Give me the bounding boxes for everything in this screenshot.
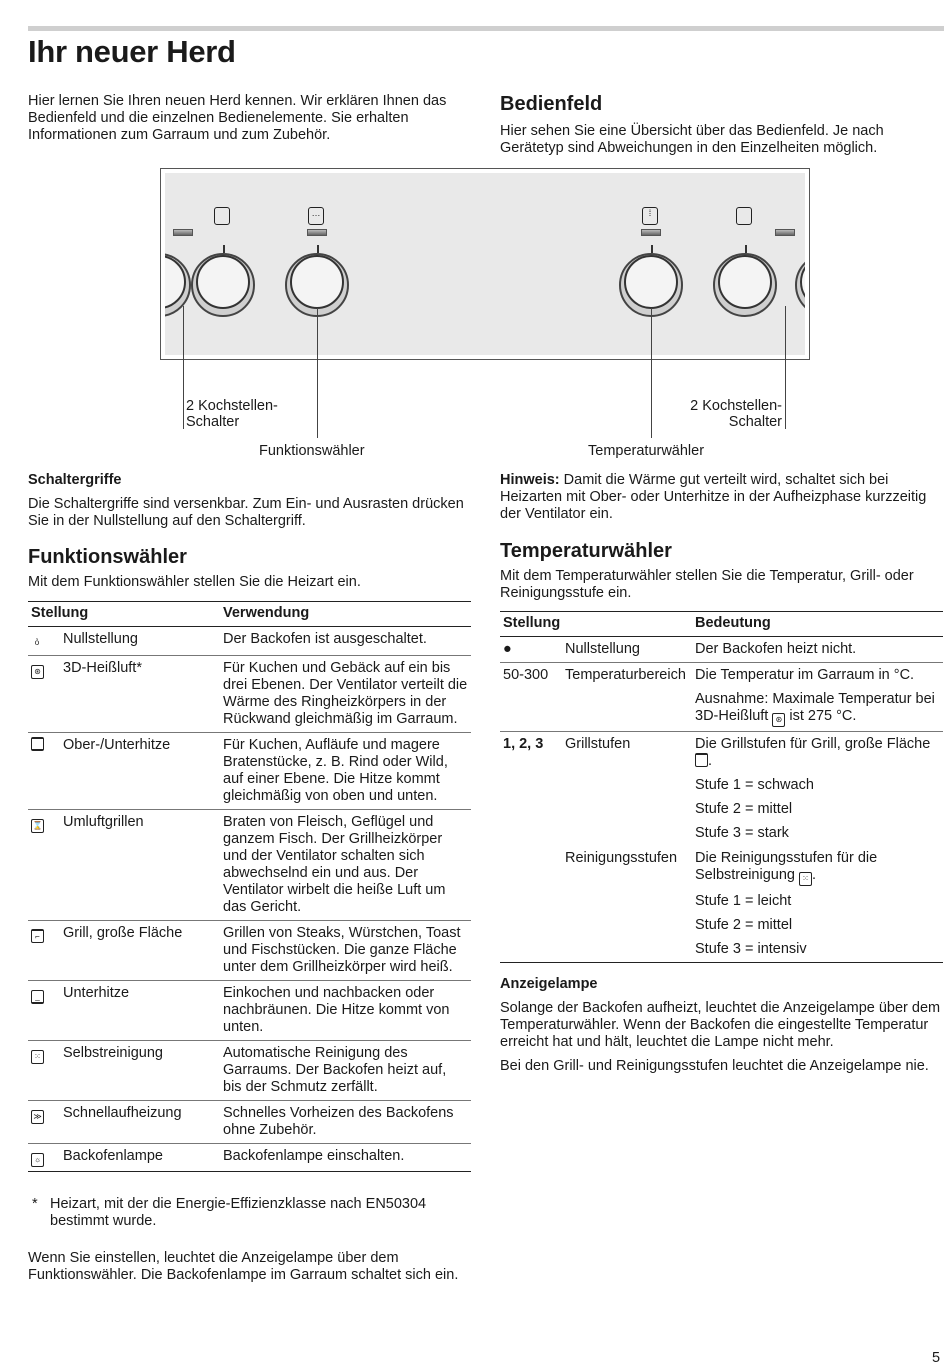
row-name: Nullstellung [60, 627, 220, 656]
row-use: Braten von Fleisch, Geflügel und ganzem Fisch. Der Grillheizkörper und der Ventilator schalten sich abwechselnd ein und aus. Der Ventilator wirbelt die heiße Luft um das Gericht. [220, 810, 471, 921]
control-panel-face [165, 173, 805, 355]
hinweis-text: Damit die Wärme gut verteilt wird, schaltet sich bei Heizarten mit Ober- oder Unterhitze in der Aufheizphase kurzzeitig der Ventilator ein. [500, 472, 927, 522]
intro-text [28, 93, 473, 144]
leader-line-function [317, 308, 318, 438]
table-row [28, 1041, 471, 1101]
row-meaning: Die Grillstufen für Grill, große Fläche . Stufe 1 = schwach Stufe 2 = mittel Stufe 3 = stark [692, 732, 943, 847]
control-panel-figure [160, 168, 810, 360]
row-use: Einkochen und nachbacken oder nachbräunen. Die Hitze kommt von unten. [220, 981, 471, 1041]
anzeigelampe-section [500, 976, 945, 1075]
fan-grill-icon: ⌛ [31, 819, 44, 833]
col-header-position: Stellung [28, 602, 220, 627]
row-name: Backofenlampe [60, 1144, 220, 1172]
hinweis-note [500, 472, 945, 523]
label-hob-left [186, 398, 278, 430]
temperature-table-header [500, 612, 943, 637]
hob-knob-left-inner [191, 253, 255, 317]
hob-knob-right-inner [713, 253, 777, 317]
row-position [500, 846, 562, 963]
row-use: Schnelles Vorheizen des Backofens ohne Zubehör. [220, 1101, 471, 1144]
table-row [500, 732, 943, 847]
row-name: Schnellaufheizung [60, 1101, 220, 1144]
table-row [500, 846, 943, 963]
row-use: Der Backofen ist ausgeschaltet. [220, 627, 471, 656]
temperature-table [500, 611, 943, 963]
label-hob-right-line2: Schalter [728, 414, 782, 430]
rapid-heating-icon: ≫ [31, 1110, 44, 1124]
grill-large-icon [695, 753, 708, 767]
grill-stage-1: Stufe 1 = schwach [695, 777, 814, 793]
bottom-heat-icon: _ [31, 990, 44, 1004]
hot-air-3d-icon: ⊛ [31, 665, 44, 679]
grill-large-icon: ⌐ [31, 929, 44, 943]
table-row [28, 627, 471, 656]
row-use: Für Kuchen und Gebäck auf ein bis drei Ebenen. Der Ventilator verteilt die Wärme des Ringheizkörpers in der Rückwand gleichmäßig im Garraum. [220, 656, 471, 733]
bedienfeld-text: Hier sehen Sie eine Übersicht über das Bedienfeld. Je nach Gerätetyp sind Abweichungen in den Einzelheiten möglich. [500, 123, 884, 156]
temp-meaning-1: Die Temperatur im Garraum in °C. [695, 667, 915, 683]
table-row [28, 981, 471, 1041]
row-position: 50-300 [500, 663, 562, 732]
bedienfeld-heading: Bedienfeld [500, 93, 603, 115]
clean-stage-3: Stufe 3 = intensiv [695, 941, 807, 957]
footnote [32, 1196, 472, 1230]
footnote-mark: * [32, 1196, 38, 1212]
hob-knob-right-outer [795, 253, 805, 317]
header-rule [28, 26, 944, 31]
schaltergriffe-heading: Schaltergriffe [28, 472, 122, 488]
row-use: Für Kuchen, Aufläufe und magere Bratenstücke, z. B. Rind oder Wild, auf einer Ebene. Die Hitze kommt gleichmäßig von oben und unten. [220, 733, 471, 810]
temp-meaning-2a: Ausnahme: Maximale Temperatur bei 3D-Heißluft [695, 691, 935, 724]
indicator-lamp-function [307, 229, 327, 236]
indicator-lamp-right [775, 229, 795, 236]
table-row [500, 637, 943, 663]
row-name: Grillstufen [565, 736, 631, 752]
temperaturwaehler-heading: Temperaturwähler [500, 540, 672, 562]
page-number: 5 [932, 1350, 941, 1366]
funktionswaehler-text: Mit dem Funktionswähler stellen Sie die Heizart ein. [28, 574, 361, 590]
hob-knob-left-outer [165, 253, 191, 317]
hinweis-label: Hinweis: [500, 472, 560, 488]
schaltergriffe-text: Die Schaltergriffe sind versenkbar. Zum Ein- und Ausrasten drücken Sie in der Nullstellung auf den Schaltergriff. [28, 496, 464, 529]
funktionswaehler-heading: Funktionswähler [28, 546, 187, 568]
clean-stage-1: Stufe 1 = leicht [695, 893, 792, 909]
zero-position-icon: ỏ [34, 638, 40, 647]
bedienfeld-section [500, 91, 945, 157]
label-hob-left-line1: 2 Kochstellen- [186, 398, 278, 414]
self-cleaning-icon: ⁙ [799, 872, 812, 886]
row-position: 1, 2, 3 [503, 736, 544, 752]
label-hob-right-line1: 2 Kochstellen- [690, 398, 782, 414]
row-name: Reinigungsstufen [562, 846, 692, 963]
label-hob-left-line2: Schalter [186, 414, 240, 430]
row-name: Selbstreinigung [60, 1041, 220, 1101]
row-name: Umluftgrillen [60, 810, 220, 921]
col-header-meaning: Bedeutung [692, 612, 943, 637]
grill-stage-3: Stufe 3 = stark [695, 825, 789, 841]
row-name: Grill, große Fläche [60, 921, 220, 981]
schaltergriffe-section [28, 472, 473, 530]
temperaturwaehler-section [500, 538, 945, 602]
row-name: Unterhitze [60, 981, 220, 1041]
table-row [28, 656, 471, 733]
row-use: Grillen von Steaks, Würstchen, Toast und Fischstücken. Die ganze Fläche unter dem Grillheizkörper wird heiß. [220, 921, 471, 981]
function-closing-text [28, 1250, 473, 1284]
function-closing-paragraph: Wenn Sie einstellen, leuchtet die Anzeigelampe über dem Funktionswähler. Die Backofenlampe im Garraum schaltet sich ein. [28, 1250, 459, 1283]
anzeigelampe-text-2: Bei den Grill- und Reinigungsstufen leuchtet die Anzeigelampe nie. [500, 1058, 929, 1074]
row-use: Automatische Reinigung des Garraums. Der Backofen heizt auf, bis der Schmutz zerfällt. [220, 1041, 471, 1101]
row-name: Ober-/Unterhitze [60, 733, 220, 810]
clean-stage-2: Stufe 2 = mittel [695, 917, 793, 933]
function-table-header [28, 602, 471, 627]
label-function-selector: Funktionswähler [259, 443, 365, 459]
table-row [28, 1144, 471, 1172]
label-temperature-selector: Temperaturwähler [588, 443, 705, 459]
grill-meaning-1: Die Grillstufen für Grill, große Fläche [695, 736, 931, 752]
anzeigelampe-heading: Anzeigelampe [500, 976, 598, 992]
self-cleaning-icon: ⁙ [31, 1050, 44, 1064]
thermometer-icon: ⁞ [642, 207, 658, 225]
funktionswaehler-section [28, 544, 473, 591]
oven-lamp-icon: ☼ [31, 1153, 44, 1167]
hob-symbol-right-icon [736, 207, 752, 225]
col-header-use: Verwendung [220, 602, 471, 627]
row-meaning: Die Reinigungsstufen für die Selbstreinigung ⁙ . Stufe 1 = leicht Stufe 2 = mittel Stufe 3 = intensiv [692, 846, 943, 963]
indicator-lamp-temperature [641, 229, 661, 236]
leader-line-hob-right [785, 306, 786, 429]
col-header-position: Stellung [500, 612, 692, 637]
row-use: Backofenlampe einschalten. [220, 1144, 471, 1172]
row-meaning [692, 663, 943, 732]
footnote-text: Heizart, mit der die Energie-Effizienzklasse nach EN50304 bestimmt wurde. [50, 1196, 427, 1229]
table-row [28, 733, 471, 810]
row-name: 3D-Heißluft* [60, 656, 220, 733]
anzeigelampe-text-1: Solange der Backofen aufheizt, leuchtet die Anzeigelampe über dem Temperaturwähler. Wenn der Backofen die eingestellte Temperatur erreicht hat und hält, leuchtet die Lampe nicht mehr. [500, 1000, 941, 1050]
hob-symbol-icon [214, 207, 230, 225]
hot-air-3d-icon: ⊛ [772, 713, 785, 727]
row-meaning: Der Backofen heizt nicht. [692, 637, 943, 663]
temp-meaning-2b: ist 275 °C. [785, 708, 857, 724]
table-row [28, 810, 471, 921]
table-row [500, 663, 943, 732]
grill-stage-2: Stufe 2 = mittel [695, 801, 793, 817]
label-hob-right [640, 398, 782, 430]
table-row [28, 1101, 471, 1144]
indicator-lamp-left [173, 229, 193, 236]
row-name: Temperaturbereich [562, 663, 692, 732]
intro-paragraph: Hier lernen Sie Ihren neuen Herd kennen. Wir erklären Ihnen das Bedienfeld und die einzelnen Bedienelemente. Sie erhalten Informationen zum Garraum und zum Zubehör. [28, 93, 447, 143]
row-name: Nullstellung [562, 637, 692, 663]
table-row [28, 921, 471, 981]
leader-line-hob-left [183, 306, 184, 429]
clean-meaning-1: Die Reinigungsstufen für die Selbstreinigung [695, 850, 878, 883]
top-bottom-heat-icon [31, 737, 44, 751]
function-table [28, 601, 471, 1172]
temperaturwaehler-text: Mit dem Temperaturwähler stellen Sie die Temperatur, Grill- oder Reinigungsstufe ein. [500, 568, 914, 601]
page-title: Ihr neuer Herd [28, 34, 236, 69]
row-position: ● [500, 637, 562, 663]
oven-symbol-icon: … [308, 207, 324, 225]
